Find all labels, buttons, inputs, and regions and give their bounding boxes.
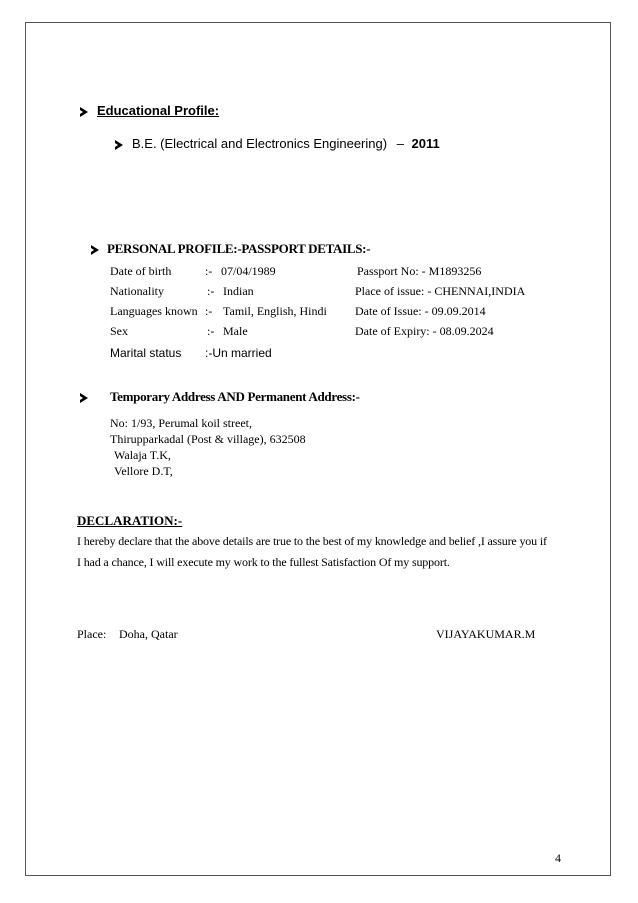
degree-dash: – xyxy=(396,136,404,151)
declaration-heading: DECLARATION:- xyxy=(77,513,183,528)
value-sex: Male xyxy=(223,324,248,338)
address-line-4: Vellore D.T, xyxy=(114,464,173,478)
declaration-line-2: I had a chance, I will execute my work to the fullest Satisfaction Of my support. xyxy=(77,555,450,569)
personal-profile-heading: PERSONAL PROFILE:-PASSPORT DETAILS:- xyxy=(107,241,371,256)
declaration-line-1: I hereby declare that the above details are true to the best of my knowledge and belief ,I assure you if xyxy=(77,534,547,548)
date-of-issue: Date of Issue: - 09.09.2014 xyxy=(355,304,486,318)
address-line-3: Walaja T.K, xyxy=(114,448,171,462)
label-dob: Date of birth xyxy=(110,264,172,278)
bullet-arrow-icon xyxy=(80,107,88,117)
place-value: Doha, Qatar xyxy=(119,627,178,641)
address-line-1: No: 1/93, Perumal koil street, xyxy=(110,416,252,430)
date-of-expiry: Date of Expiry: - 08.09.2024 xyxy=(355,324,494,338)
label-marital-status: Marital status xyxy=(110,346,182,360)
degree-text: B.E. (Electrical and Electronics Engineering) xyxy=(132,136,388,151)
page-number: 4 xyxy=(555,851,561,865)
sep-dob: :- xyxy=(205,264,213,278)
sep-sex: :- xyxy=(207,324,215,338)
value-nationality: Indian xyxy=(223,284,254,298)
bullet-arrow-icon xyxy=(115,140,123,150)
place-label: Place: xyxy=(77,627,107,641)
educational-profile-heading: Educational Profile: xyxy=(97,103,220,118)
sep-nationality: :- xyxy=(207,284,215,298)
degree-year: 2011 xyxy=(411,136,440,151)
degree-line xyxy=(132,136,440,151)
place-of-issue: Place of issue: - CHENNAI,INDIA xyxy=(355,284,526,298)
bullet-arrow-icon xyxy=(80,393,88,403)
passport-number: Passport No: - M1893256 xyxy=(357,264,482,278)
label-languages: Languages known xyxy=(110,304,198,318)
address-heading: Temporary Address AND Permanent Address:- xyxy=(110,389,360,404)
sep-languages: :- xyxy=(205,304,213,318)
signatory-name: VIJAYAKUMAR.M xyxy=(436,627,536,641)
value-languages: Tamil, English, Hindi xyxy=(223,304,327,318)
value-marital-status: :-Un married xyxy=(205,346,272,360)
bullet-arrow-icon xyxy=(91,245,99,255)
label-nationality: Nationality xyxy=(110,284,164,298)
label-sex: Sex xyxy=(110,324,128,338)
value-dob: 07/04/1989 xyxy=(221,264,276,278)
address-line-2: Thirupparkadal (Post & village), 632508 xyxy=(110,432,306,446)
